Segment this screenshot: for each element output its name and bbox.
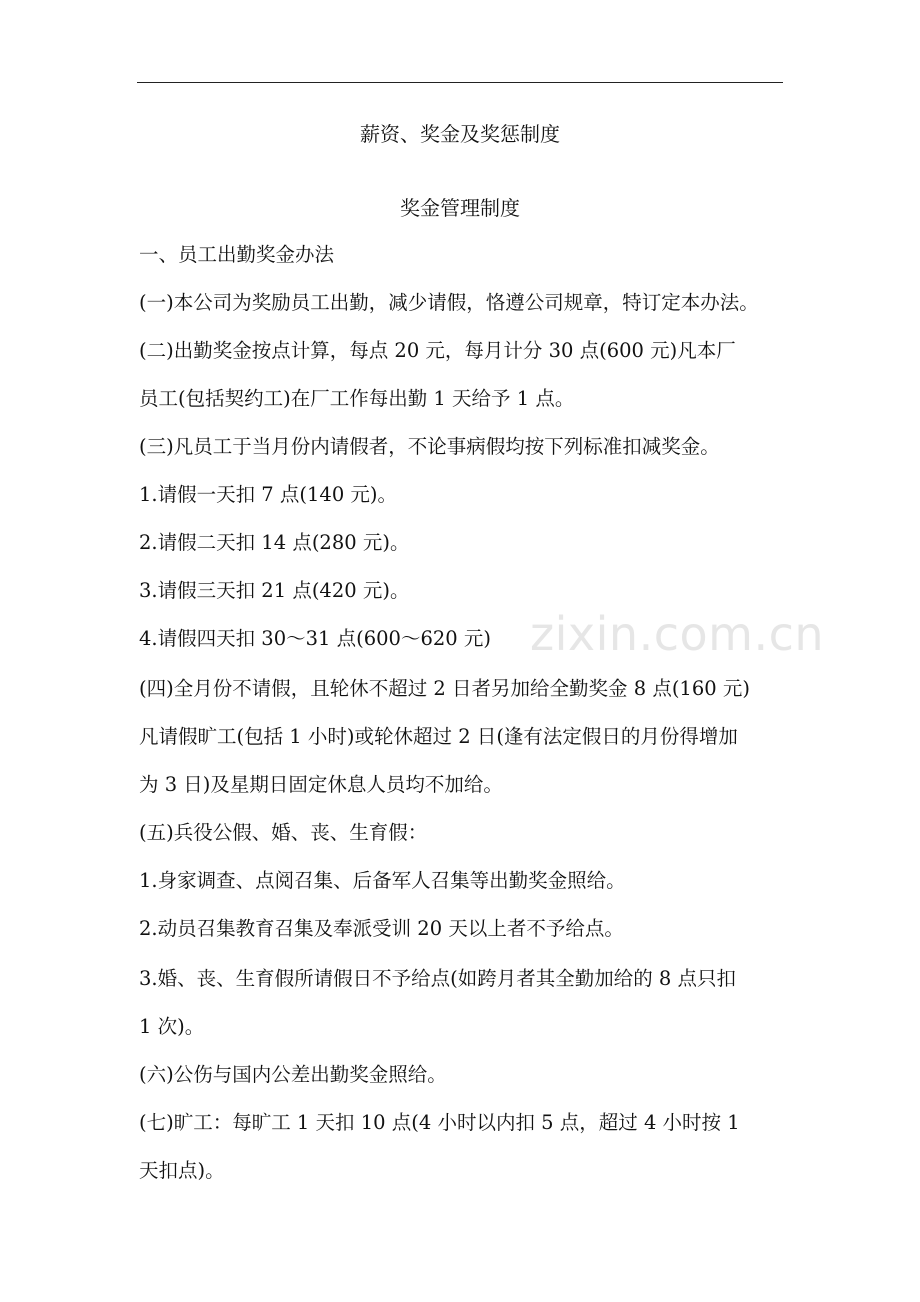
- document-title: 薪资、奖金及奖惩制度: [360, 122, 560, 146]
- text-line: 3.婚、丧、生育假所请假日不予给点(如跨月者其全勤加给的 8 点只扣: [139, 967, 737, 990]
- text-line: 凡请假旷工(包括 1 小时)或轮休超过 2 日(逢有法定假日的月份得增加: [139, 725, 738, 748]
- watermark: zixin.com.cn: [530, 607, 825, 661]
- section-title: 奖金管理制度: [400, 196, 520, 220]
- text-line: 1 次)。: [139, 1015, 205, 1038]
- text-line: 3.请假三天扣 21 点(420 元)。: [139, 579, 410, 602]
- text-line: 2.动员召集教育召集及奉派受训 20 天以上者不予给点。: [139, 917, 624, 940]
- text-line: (一)本公司为奖励员工出勤，减少请假，恪遵公司规章，特订定本办法。: [139, 291, 759, 314]
- text-line: (四)全月份不请假，且轮休不超过 2 日者另加给全勤奖金 8 点(160 元): [139, 677, 750, 700]
- text-line: 1.请假一天扣 7 点(140 元)。: [139, 483, 398, 506]
- text-line: 员工(包括契约工)在厂工作每出勤 1 天给予 1 点。: [139, 387, 575, 410]
- text-line: (五)兵役公假、婚、丧、生育假：: [139, 821, 428, 844]
- header-rule: [137, 82, 783, 83]
- text-line: (六)公伤与国内公差出勤奖金照给。: [139, 1063, 447, 1086]
- text-line: 1.身家调查、点阅召集、后备军人召集等出勤奖金照给。: [139, 869, 626, 892]
- text-line: (三)凡员工于当月份内请假者，不论事病假均按下列标准扣减奖金。: [139, 435, 720, 458]
- text-line: 4.请假四天扣 30～31 点(600～620 元): [139, 627, 491, 650]
- text-line: (七)旷工：每旷工 1 天扣 10 点(4 小时以内扣 5 点，超过 4 小时按 1: [139, 1111, 740, 1134]
- text-line: 为 3 日)及星期日固定休息人员均不加给。: [139, 773, 503, 796]
- text-line: 天扣点)。: [139, 1159, 225, 1182]
- text-line: 一、员工出勤奖金办法: [139, 243, 335, 266]
- text-line: (二)出勤奖金按点计算，每点 20 元，每月计分 30 点(600 元)凡本厂: [139, 339, 736, 362]
- text-line: 2.请假二天扣 14 点(280 元)。: [139, 531, 410, 554]
